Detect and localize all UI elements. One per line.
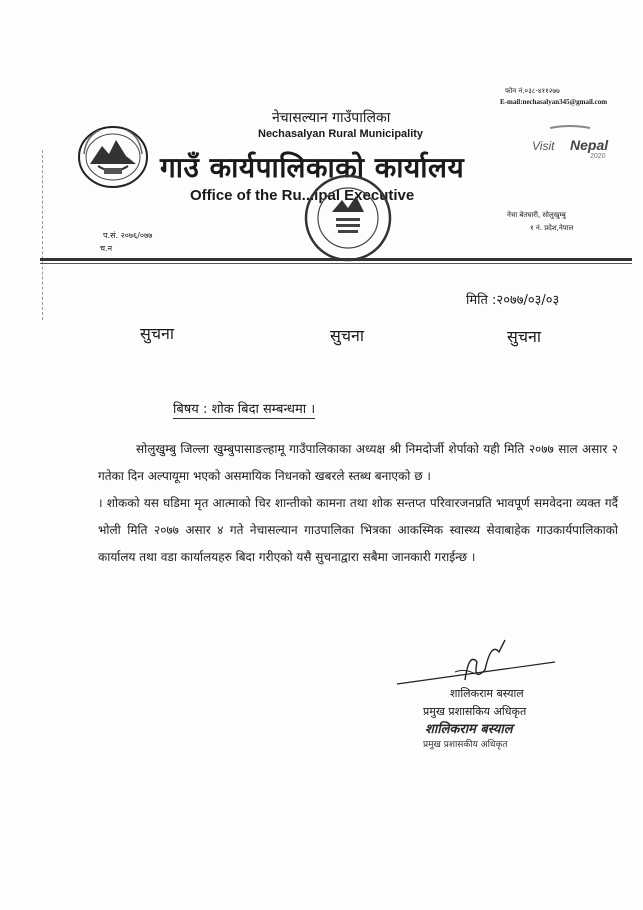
signatory-title: प्रमुख प्रशासकिय अधिकृत [423,705,527,718]
municipality-name-english: Nechasalyan Rural Municipality [258,128,424,140]
name-stamp: शालिकराम बस्याल [425,722,513,737]
nepal-emblem-logo [76,124,150,190]
office-title-english: Office of the Ru...ipal Executive [190,187,415,204]
address-line-2: १ नं. प्रदेश,नेपाल [530,224,574,232]
letter-reference-number: प.सं. २०७६/०७७ [103,231,153,240]
office-seal-stamp [302,172,394,264]
title-stamp: प्रमुख प्रशासकीय अधिकृत [423,740,508,750]
handwritten-signature [395,632,565,692]
dispatch-number: च.न [100,244,113,253]
signatory-name: शालिकराम बस्याल [450,687,524,700]
subject-line: बिषय : शोक बिदा सम्बन्धमा । [173,399,315,419]
header-divider-thin [40,263,632,264]
visit-nepal-logo [530,122,630,162]
body-paragraph-1: सोलुखुम्बु जिल्ला खुम्बुपासाङल्हामू गाउँपालिकाका अध्यक्ष श्री निमदोर्जी शेर्पाको यही मिति २०७७ साल असार २ गतेका दिन अल्पायूमा भएको असमायिक निधनको खबरले स्तब्ध बनाएको छ । [98,442,618,483]
phone-number: फोन नं.०३८-४११२७७ [505,87,560,95]
document-date: मिति :२०७७/०३/०३ [466,293,560,308]
body-paragraph-2: । शोकको यस घडिमा मृत आत्माको चिर शान्तीको कामना तथा शोक सन्तप्त परिवारजनप्रति भावपूर्ण समवेदना व्यक्त गर्दै भोली मिति २०७७ असार ४ गते नेचासल्यान गाउपालिका भित्रका आकस्मिक स्वास्थ्य सेवाबाहेक गाउकार्यपालिकाको कार्यालय तथा वडा कार्यालयहरु बिदा गरीएको यसै सुचनाद्वारा सबैमा जानकारी गराईन्छ । [98,496,618,564]
notice-label-1: सुचना [140,324,175,343]
notice-label-3: सुचना [507,327,542,346]
address-line-1: नेचा बेतघारी, सोलुखुम्बु [507,211,566,219]
svg-text:Visit: Visit [532,139,555,153]
notice-label-2: सुचना [330,326,365,345]
header-divider [40,258,632,261]
scan-edge-mark [42,150,48,320]
email-address: E-mail:nechasalyan345@gmail.com [500,98,608,106]
municipality-name-nepali: नेचासल्यान गाउँपालिका [272,110,391,126]
svg-text:2020: 2020 [590,153,606,160]
office-title-nepali: गाउँ कार्यपालिकाको कार्यालय [160,151,465,184]
svg-text:Nepal: Nepal [570,137,609,153]
